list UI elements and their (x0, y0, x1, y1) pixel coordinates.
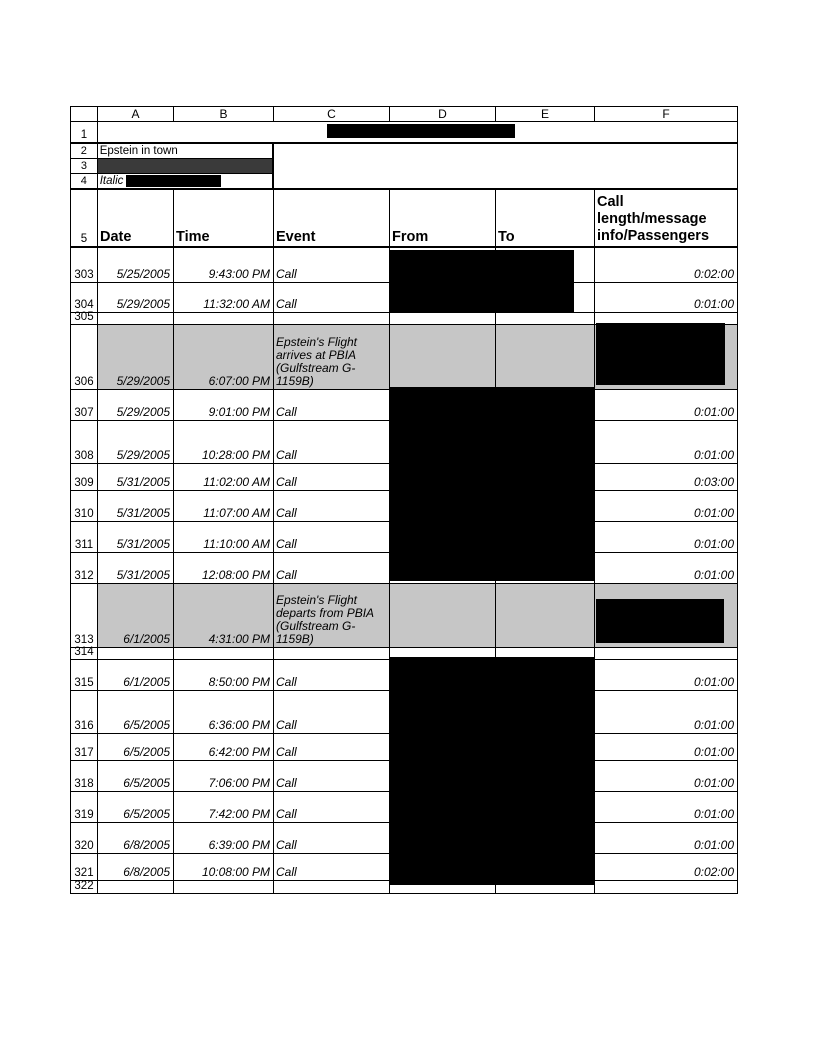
row-number: 310 (71, 491, 98, 521)
time-cell: 4:31:00 PM (174, 584, 274, 647)
redaction-block (389, 657, 594, 885)
date-cell: 6/5/2005 (98, 792, 174, 822)
legend-right-merged (274, 144, 737, 188)
column-header-d: D (390, 107, 496, 121)
row-number: 313 (71, 584, 98, 647)
event-cell: Call (274, 553, 390, 583)
time-cell: 6:36:00 PM (174, 691, 274, 733)
call-length-cell: 0:01:00 (693, 297, 734, 311)
time-cell: 9:43:00 PM (174, 248, 274, 282)
row-number: 321 (71, 854, 98, 880)
time-cell: 11:07:00 AM (174, 491, 274, 521)
date-cell (98, 881, 174, 893)
from-cell (390, 325, 496, 389)
date-cell: 5/29/2005 (98, 390, 174, 420)
event-cell: Call (274, 421, 390, 463)
redaction-block (596, 323, 725, 385)
event-cell: Call (274, 854, 390, 880)
row-number: 311 (71, 522, 98, 552)
to-cell (496, 325, 595, 389)
event-cell (274, 881, 390, 893)
call-length-cell: 0:02:00 (693, 267, 734, 281)
row-number: 303 (71, 248, 98, 282)
call-length-cell: 0:01:00 (693, 838, 734, 852)
call-length-cell: 0:01:00 (693, 448, 734, 462)
call-length-cell: 0:03:00 (693, 475, 734, 489)
time-cell (174, 648, 274, 659)
legend-row (71, 144, 272, 159)
row-number: 316 (71, 691, 98, 733)
event-cell: Call (274, 823, 390, 853)
event-cell: Call (274, 734, 390, 760)
date-cell: 5/29/2005 (98, 283, 174, 312)
event-cell: Call (274, 390, 390, 420)
legend-italic (98, 174, 272, 188)
row-number: 5 (71, 190, 98, 246)
header-event: Event (274, 190, 390, 246)
redaction-block (327, 124, 515, 138)
legend-epstein-in-town: Epstein in town (99, 145, 178, 157)
date-cell: 5/31/2005 (98, 522, 174, 552)
time-cell: 10:28:00 PM (174, 421, 274, 463)
date-cell (98, 313, 174, 324)
row-number: 308 (71, 421, 98, 463)
row-number: 315 (71, 660, 98, 690)
column-header-e: E (496, 107, 595, 121)
column-header-b: B (174, 107, 274, 121)
event-cell: Call (274, 522, 390, 552)
time-cell: 6:39:00 PM (174, 823, 274, 853)
column-header-f: F (662, 107, 670, 121)
column-header-a: A (98, 107, 174, 121)
row-number: 314 (71, 648, 98, 659)
legend-row (71, 174, 272, 188)
row-number: 317 (71, 734, 98, 760)
header-from: From (390, 190, 496, 246)
event-cell (274, 313, 390, 324)
event-cell: Call (274, 248, 390, 282)
redaction-block (389, 250, 574, 312)
call-length-cell: 0:01:00 (693, 776, 734, 790)
row-number: 320 (71, 823, 98, 853)
row-number: 306 (71, 325, 98, 389)
spreadsheet (70, 106, 738, 894)
header-to: To (496, 190, 595, 246)
row-number: 307 (71, 390, 98, 420)
date-cell: 6/8/2005 (98, 854, 174, 880)
row-number: 309 (71, 464, 98, 490)
date-cell: 5/29/2005 (98, 421, 174, 463)
legend-italic-label: Italic (99, 175, 124, 187)
event-cell: Call (274, 792, 390, 822)
from-cell (390, 313, 496, 324)
time-cell: 11:32:00 AM (174, 283, 274, 312)
event-cell: Epstein's Flight arrives at PBIA (Gulfstream G-1159B) (274, 325, 390, 389)
call-length-cell (595, 881, 737, 893)
call-length-cell: 0:01:00 (693, 506, 734, 520)
date-cell (98, 648, 174, 659)
time-cell: 11:10:00 AM (174, 522, 274, 552)
redaction-block (126, 175, 221, 187)
time-cell (174, 881, 274, 893)
event-cell: Call (274, 691, 390, 733)
date-cell: 6/8/2005 (98, 823, 174, 853)
row-number: 322 (71, 881, 98, 893)
date-cell: 5/31/2005 (98, 553, 174, 583)
time-cell: 6:07:00 PM (174, 325, 274, 389)
date-cell: 5/25/2005 (98, 248, 174, 282)
call-length-cell: 0:01:00 (693, 537, 734, 551)
row-number: 312 (71, 553, 98, 583)
call-length-cell: 0:01:00 (693, 745, 734, 759)
time-cell: 12:08:00 PM (174, 553, 274, 583)
date-cell: 6/1/2005 (98, 584, 174, 647)
legend-block (71, 144, 737, 190)
event-cell (274, 648, 390, 659)
time-cell: 6:42:00 PM (174, 734, 274, 760)
corner-cell (71, 107, 98, 121)
row-number: 4 (71, 174, 98, 188)
date-cell: 5/29/2005 (98, 325, 174, 389)
event-cell: Call (274, 660, 390, 690)
time-cell: 10:08:00 PM (174, 854, 274, 880)
header-time: Time (174, 190, 274, 246)
to-cell (496, 584, 595, 647)
call-length-cell: 0:01:00 (693, 675, 734, 689)
date-cell: 6/5/2005 (98, 761, 174, 791)
row-number: 2 (71, 144, 98, 158)
time-cell: 11:02:00 AM (174, 464, 274, 490)
date-cell: 6/5/2005 (98, 734, 174, 760)
event-cell: Call (274, 761, 390, 791)
legend-row (71, 159, 272, 174)
time-cell: 8:50:00 PM (174, 660, 274, 690)
row-number: 318 (71, 761, 98, 791)
title-row (71, 122, 737, 144)
to-cell (496, 313, 595, 324)
row-number: 305 (71, 313, 98, 324)
from-cell (390, 584, 496, 647)
event-cell: Call (274, 464, 390, 490)
date-cell: 5/31/2005 (98, 491, 174, 521)
call-length-cell: 0:02:00 (693, 865, 734, 879)
legend-left (71, 144, 274, 188)
row-number: 3 (71, 159, 98, 173)
column-header-row (71, 107, 737, 122)
table-header-row (71, 190, 737, 248)
event-cell: Call (274, 283, 390, 312)
call-length-cell: 0:01:00 (693, 718, 734, 732)
time-cell (174, 313, 274, 324)
header-call-length: Call length/message info/Passengers (597, 194, 710, 244)
merged-title-cell (98, 122, 737, 142)
legend-shaded-redacted (98, 159, 272, 173)
row-number: 1 (71, 122, 98, 142)
call-length-cell: 0:01:00 (693, 568, 734, 582)
time-cell: 7:42:00 PM (174, 792, 274, 822)
date-cell: 6/1/2005 (98, 660, 174, 690)
time-cell: 7:06:00 PM (174, 761, 274, 791)
time-cell: 9:01:00 PM (174, 390, 274, 420)
row-number: 304 (71, 283, 98, 312)
call-length-cell: 0:01:00 (693, 405, 734, 419)
event-cell: Epstein's Flight departs from PBIA (Gulfstream G-1159B) (274, 584, 390, 647)
call-length-cell (595, 648, 737, 659)
row-number: 319 (71, 792, 98, 822)
header-date: Date (98, 190, 174, 246)
date-cell: 6/5/2005 (98, 691, 174, 733)
call-length-cell: 0:01:00 (693, 807, 734, 821)
event-cell: Call (274, 491, 390, 521)
date-cell: 5/31/2005 (98, 464, 174, 490)
redaction-block (596, 599, 724, 643)
column-header-c: C (274, 107, 390, 121)
redaction-block (389, 387, 594, 581)
